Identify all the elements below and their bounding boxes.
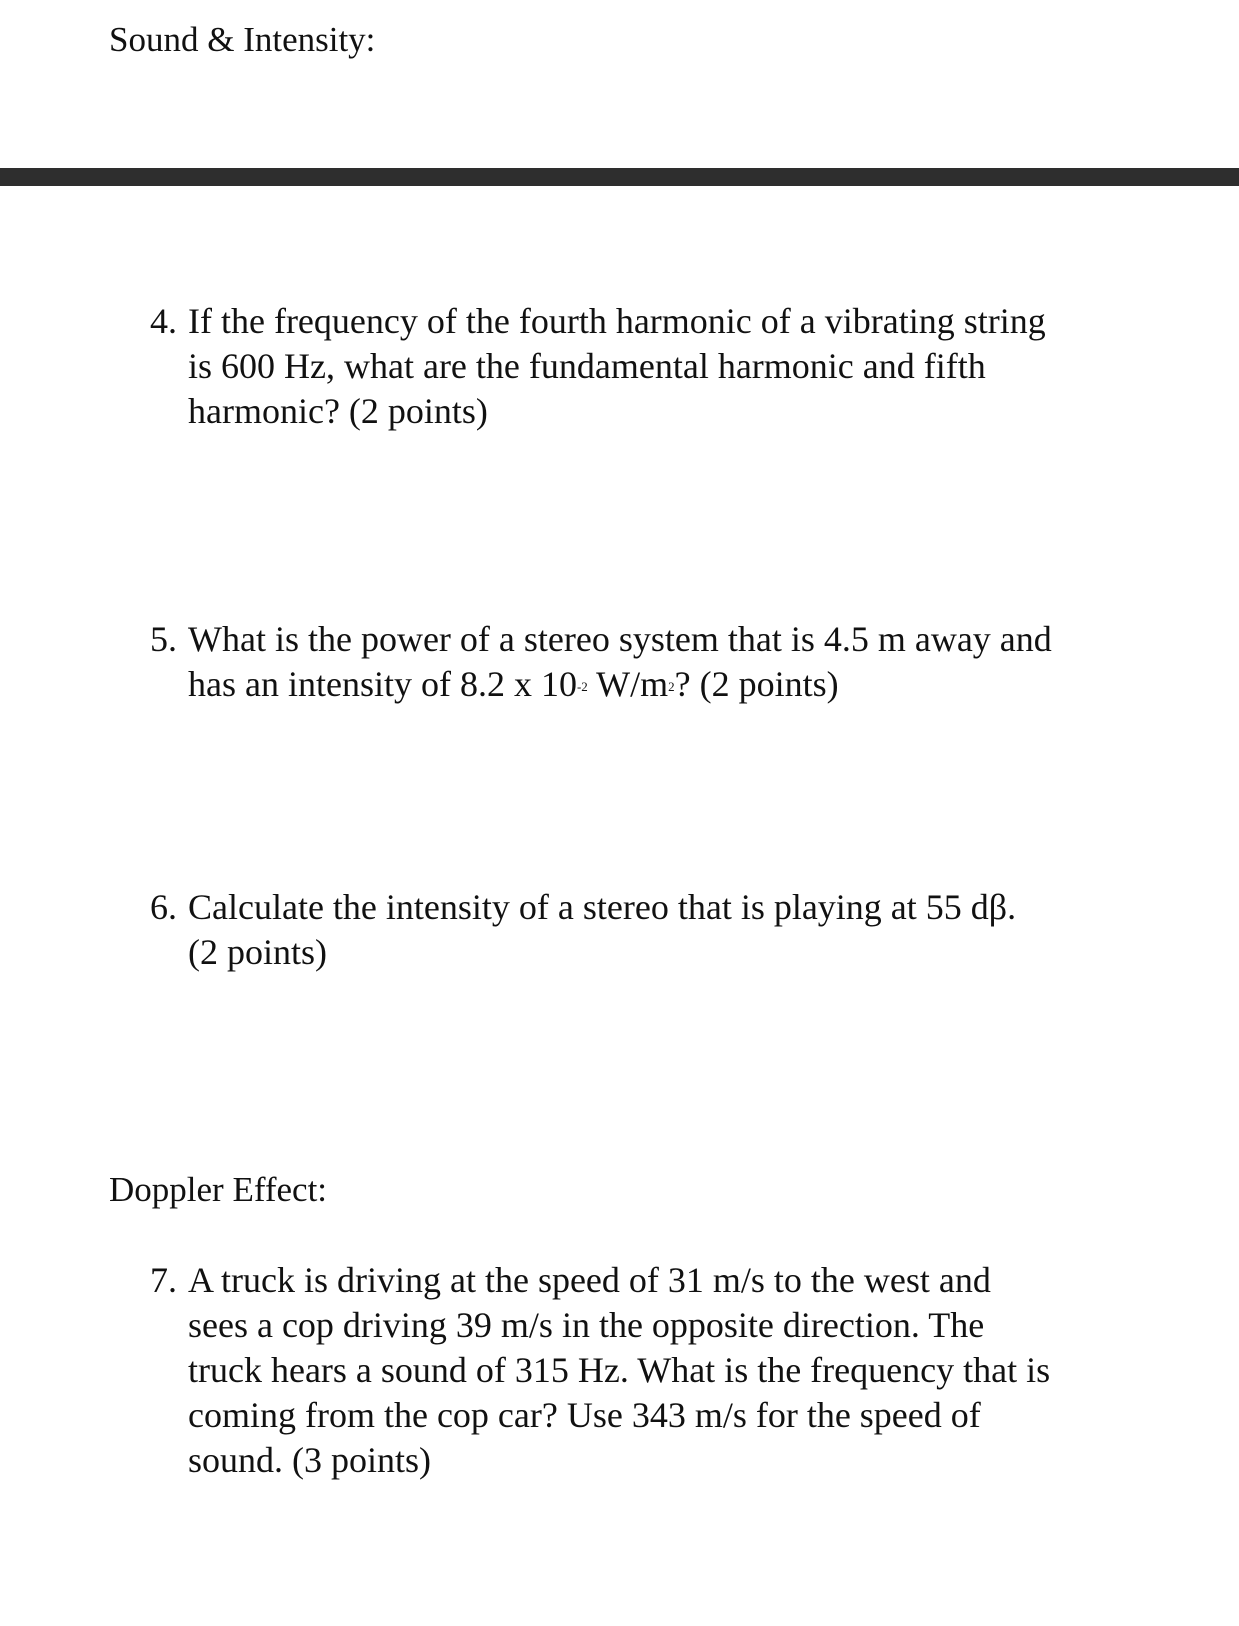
text-segment: W/m	[587, 664, 669, 704]
question-text-line: (2 points)	[188, 932, 327, 972]
exponent: -2	[576, 679, 588, 694]
question-text-line: harmonic? (2 points)	[188, 391, 488, 431]
section-heading-sound-intensity: Sound & Intensity:	[109, 20, 376, 59]
question-text-line: Calculate the intensity of a stereo that is playing at 55 dβ.	[188, 887, 1017, 927]
text-segment: ? (2 points)	[674, 664, 839, 704]
question-5	[150, 617, 1150, 707]
question-7	[150, 1258, 1150, 1483]
question-text-line	[188, 662, 1150, 707]
question-number: 6.	[150, 887, 177, 927]
question-number: 4.	[150, 301, 177, 341]
question-text-line: What is the power of a stereo system that is 4.5 m away and	[188, 619, 1052, 659]
question-text-line: truck hears a sound of 315 Hz. What is the frequency that is	[188, 1350, 1051, 1390]
question-text-line: is 600 Hz, what are the fundamental harmonic and fifth	[188, 346, 986, 386]
question-6	[150, 885, 1150, 975]
divider-bar	[0, 168, 1239, 186]
text-segment: has an intensity of 8.2 x 10	[188, 664, 577, 704]
question-number: 7.	[150, 1260, 177, 1300]
question-text-line: A truck is driving at the speed of 31 m/s to the west and	[188, 1260, 991, 1300]
question-text-line: sees a cop driving 39 m/s in the opposite direction. The	[188, 1305, 985, 1345]
section-heading-doppler-effect: Doppler Effect:	[109, 1170, 328, 1209]
question-4	[150, 299, 1150, 434]
question-text-line: sound. (3 points)	[188, 1440, 431, 1480]
question-text-line: If the frequency of the fourth harmonic of a vibrating string	[188, 301, 1046, 341]
exponent: 2	[668, 679, 675, 694]
question-number: 5.	[150, 619, 177, 659]
question-text-line: coming from the cop car? Use 343 m/s for the speed of	[188, 1395, 981, 1435]
